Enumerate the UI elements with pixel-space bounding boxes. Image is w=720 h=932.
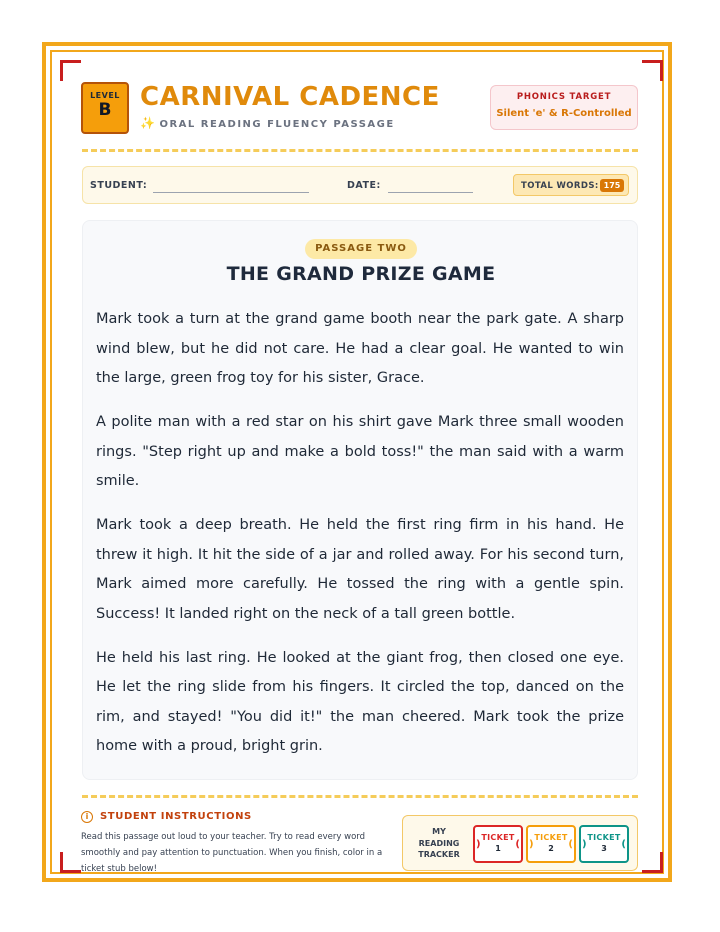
total-words-count: 175: [600, 179, 624, 192]
ticket-label: TICKET: [481, 833, 515, 842]
passage-paragraph: Mark took a turn at the grand game booth near the park gate. A sharp wind blew, but he did not care. He had a clear goal. He wanted to win the large, green frog toy for his sister, Grace.: [96, 311, 624, 386]
ticket-label: TICKET: [534, 833, 568, 842]
ticket-notch-icon: ): [529, 839, 534, 850]
passage-tag: PASSAGE TWO: [305, 239, 417, 259]
passage-body: [96, 305, 624, 776]
page-title: CARNIVAL CADENCE: [140, 82, 440, 112]
info-icon: i: [81, 811, 93, 823]
ticket-notch-icon: ): [582, 839, 587, 850]
dashed-divider-bottom: [82, 795, 638, 798]
total-words-label: TOTAL WORDS:: [521, 181, 599, 191]
sparkle-icon: ✨: [140, 116, 157, 130]
corner-accent-top-left: [60, 60, 81, 81]
ticket-notch-icon: ): [476, 839, 481, 850]
subtitle-text: ORAL READING FLUENCY PASSAGE: [159, 119, 395, 130]
phonics-target-value: Silent 'e' & R-Controlled: [496, 108, 632, 119]
passage-paragraph: He held his last ring. He looked at the giant frog, then closed one eye. He let the ring slide from his fingers. It circled the top, danced on the rim, and stayed! "You did it!" the man cheered. Mark took the prize home with a proud, bright grin.: [96, 649, 624, 754]
ticket-stub-2[interactable]: [526, 825, 576, 863]
ticket-notch-icon: (: [568, 839, 573, 850]
ticket-number: 1: [495, 844, 501, 853]
passage-paragraph: A polite man with a red star on his shirt gave Mark three small wooden rings. "Step right up and make a bold toss!" the man said with a warm smile.: [96, 414, 624, 489]
level-value: B: [98, 100, 112, 120]
student-label: STUDENT:: [90, 180, 148, 191]
student-name-field[interactable]: [153, 192, 309, 193]
reading-tracker: [402, 815, 638, 871]
ticket-stub-3[interactable]: [579, 825, 629, 863]
ticket-stub-1[interactable]: [473, 825, 523, 863]
ticket-number: 3: [601, 844, 607, 853]
tracker-label-line: TRACKER: [418, 850, 460, 859]
date-field[interactable]: [388, 192, 473, 193]
passage-title: THE GRAND PRIZE GAME: [226, 263, 496, 285]
corner-accent-bottom-right: [642, 852, 663, 873]
instructions-text: Read this passage out loud to your teacher. Try to read every word smoothly and pay attention to punctuation. When you finish, color in a ticket stub below!: [81, 832, 383, 874]
dashed-divider-top: [82, 149, 638, 152]
ticket-notch-icon: (: [621, 839, 626, 850]
corner-accent-top-right: [642, 60, 663, 81]
passage-paragraph: Mark took a deep breath. He held the first ring firm in his hand. He threw it high. It hit the side of a jar and rolled away. For his second turn, Mark aimed more carefully. He tossed the ring with a gentle spin. Success! It landed right on the neck of a tall green bottle.: [96, 517, 624, 622]
total-words-box: [513, 174, 629, 196]
corner-accent-bottom-left: [60, 852, 81, 873]
tracker-label-line: READING: [418, 838, 460, 848]
ticket-label: TICKET: [587, 833, 621, 842]
instructions-title: STUDENT INSTRUCTIONS: [100, 811, 252, 822]
student-info-bar: [82, 166, 638, 204]
phonics-target-label: PHONICS TARGET: [516, 92, 612, 102]
ticket-notch-icon: (: [515, 839, 520, 850]
date-label: DATE:: [347, 180, 381, 191]
tracker-label-line: MY: [432, 827, 446, 836]
passage-card: [82, 220, 638, 780]
level-label: LEVEL: [90, 91, 120, 100]
level-badge: [81, 82, 129, 134]
phonics-target-box: [490, 85, 638, 130]
tracker-label: [411, 826, 467, 861]
ticket-number: 2: [548, 844, 554, 853]
page-subtitle: [140, 116, 395, 130]
